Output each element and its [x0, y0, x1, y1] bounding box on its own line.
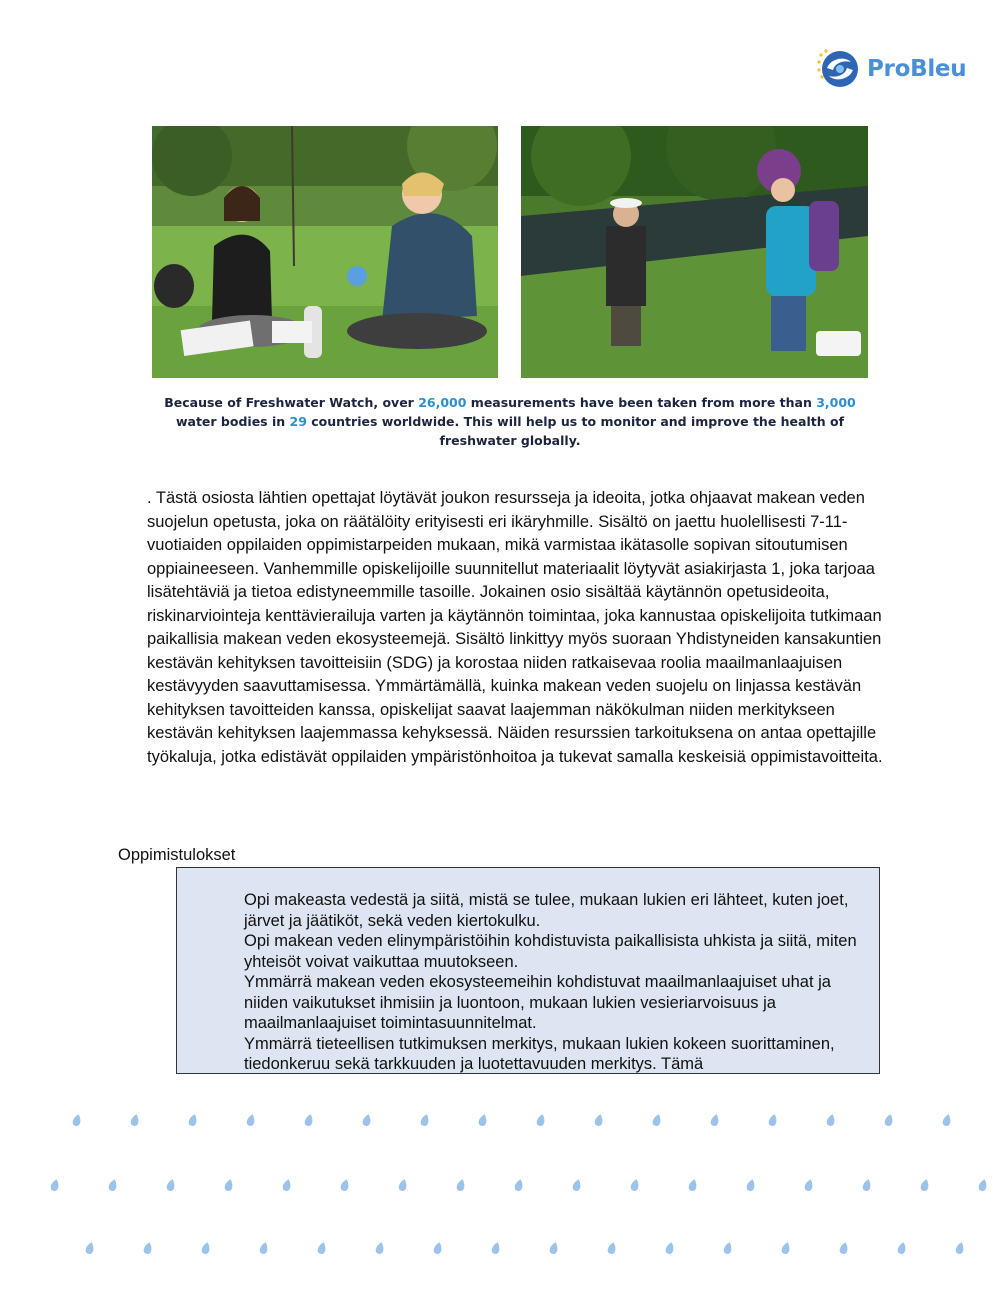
- probleu-logo: [815, 46, 966, 92]
- logo-text: ProBleu: [867, 56, 967, 82]
- water-drop-icon: [317, 1241, 327, 1255]
- caption-water-body-count: 3,000: [816, 395, 856, 410]
- water-drop-icon: [826, 1113, 836, 1127]
- water-drop-icon: [201, 1241, 211, 1255]
- water-drop-icon: [224, 1178, 234, 1192]
- water-drop-icon: [572, 1178, 582, 1192]
- water-drop-icon: [781, 1241, 791, 1255]
- water-drop-icon: [130, 1113, 140, 1127]
- caption-text-4: countries worldwide. This will help us to monitor and improve the health of freshwater globally.: [306, 414, 845, 448]
- water-drop-icon: [259, 1241, 269, 1255]
- water-drop-icon: [955, 1241, 965, 1255]
- water-drop-icon: [746, 1178, 756, 1192]
- caption-country-count: 29: [289, 414, 307, 429]
- water-drop-icon: [108, 1178, 118, 1192]
- caption-text-1: Because of Freshwater Watch, over: [164, 395, 419, 410]
- water-drop-icon: [398, 1178, 408, 1192]
- caption-text-2: measurements have been taken from more than: [466, 395, 817, 410]
- caption-text-3: water bodies in: [175, 414, 290, 429]
- water-drop-icon: [665, 1241, 675, 1255]
- outcome-item: Ymmärrä makean veden ekosysteemeihin kohdistuvat maailmanlaajuiset uhat ja niiden vaikutukset ihmisiin ja luontoon, mukaan lukien vesieriarvoisuus ja maailmanlaajuiset toimintasuunnitelmat.: [244, 973, 831, 1032]
- water-drop-icon: [491, 1241, 501, 1255]
- water-drop-icon: [804, 1178, 814, 1192]
- learning-outcomes-list: [177, 868, 879, 1074]
- water-drop-icon: [723, 1241, 733, 1255]
- water-drop-icon: [282, 1178, 292, 1192]
- water-drop-icon: [246, 1113, 256, 1127]
- water-drop-icon: [72, 1113, 82, 1127]
- water-drop-icon: [166, 1178, 176, 1192]
- water-drop-icon: [340, 1178, 350, 1192]
- learning-outcomes-title: Oppimistulokset: [118, 846, 236, 864]
- outcome-item: Opi makeasta vedestä ja siitä, mistä se tulee, mukaan lukien eri lähteet, kuten joet, järvet ja jäätiköt, sekä veden kiertokulku.: [244, 891, 849, 930]
- water-drop-icon: [884, 1113, 894, 1127]
- water-drop-icon: [688, 1178, 698, 1192]
- water-drop-icon: [920, 1178, 930, 1192]
- water-drop-icon: [514, 1178, 524, 1192]
- water-drop-icon: [478, 1113, 488, 1127]
- water-drop-icon: [652, 1113, 662, 1127]
- students-measuring-water-photo: [152, 126, 498, 378]
- water-drop-icon: [143, 1241, 153, 1255]
- water-drop-icon: [188, 1113, 198, 1127]
- photo-caption: [160, 393, 860, 450]
- learning-outcomes-box: [176, 867, 880, 1074]
- body-paragraph: . Tästä osiosta lähtien opettajat löytävät joukon resursseja ja ideoita, jotka ohjaavat makean veden suojelun opetusta, joka on räätälöity erityisesti eri ikäryhmille. Sisältö on jaettu huolellisesti 7-11-vuotiaiden oppilaiden oppimistarpeiden mukaan, mikä varmistaa ikätasolle sopivan sitoutumisen oppiaineeseen. Vanhemmille opiskelijoille suunnitellut materiaalit löytyvät asiakirjasta 1, joka tarjoaa lisätehtäviä ja tietoa edistyneemmille tasoille. Jokainen osio sisältää käytännön opetusideoita, riskinarviointeja kenttävierailuja varten ja käytännön toimintaa, joka kannustaa opiskelijoita tutkimaan paikallisia makean veden ekosysteemejä. Sisältö linkittyy myös suoraan Yhdistyneiden kansakuntien kestävän kehityksen tavoitteisiin (SDG) ja korostaa niiden ratkaisevaa roolia maailmanlaajuisen kestävyyden saavuttamisessa. Ymmärtämällä, kuinka makean veden suojelu on linjassa kestävän kehityksen tavoitteiden kanssa, opiskelijat saavat laajemman näkökulman niiden merkitykseen kestävän kehityksen laajemmassa kehyksessä. Näiden resurssien tarkoituksena on antaa opettajille työkaluja, jotka edistävät oppilaiden ympäristönhoitoa ja tukevat samalla keskeisiä oppimistavoitteita.: [147, 489, 883, 766]
- water-drop-pattern: [0, 1100, 1000, 1290]
- probleu-logo-icon: [815, 46, 861, 92]
- outcome-item: Opi makean veden elinympäristöihin kohdistuvista paikallisista uhkista ja siitä, miten yhteisöt voivat vaikuttaa muutokseen.: [244, 932, 857, 971]
- water-drop-icon: [839, 1241, 849, 1255]
- water-drop-icon: [942, 1113, 952, 1127]
- water-drop-icon: [897, 1241, 907, 1255]
- water-drop-icon: [549, 1241, 559, 1255]
- water-drop-icon: [50, 1178, 60, 1192]
- water-drop-icon: [420, 1113, 430, 1127]
- water-drop-icon: [594, 1113, 604, 1127]
- field-sampling-by-stream-photo: [521, 126, 868, 378]
- water-drop-icon: [768, 1113, 778, 1127]
- water-drop-icon: [433, 1241, 443, 1255]
- water-drop-icon: [375, 1241, 385, 1255]
- caption-measurement-count: 26,000: [418, 395, 467, 410]
- water-drop-icon: [85, 1241, 95, 1255]
- water-drop-icon: [456, 1178, 466, 1192]
- water-drop-icon: [607, 1241, 617, 1255]
- water-drop-icon: [710, 1113, 720, 1127]
- water-drop-icon: [362, 1113, 372, 1127]
- water-drop-icon: [630, 1178, 640, 1192]
- water-drop-icon: [978, 1178, 988, 1192]
- water-drop-icon: [304, 1113, 314, 1127]
- water-drop-icon: [862, 1178, 872, 1192]
- water-drop-icon: [536, 1113, 546, 1127]
- outcome-item: Ymmärrä tieteellisen tutkimuksen merkitys, mukaan lukien kokeen suorittaminen, tiedonkeruu sekä tarkkuuden ja luotettavuuden merkitys. Tämä: [244, 1034, 835, 1073]
